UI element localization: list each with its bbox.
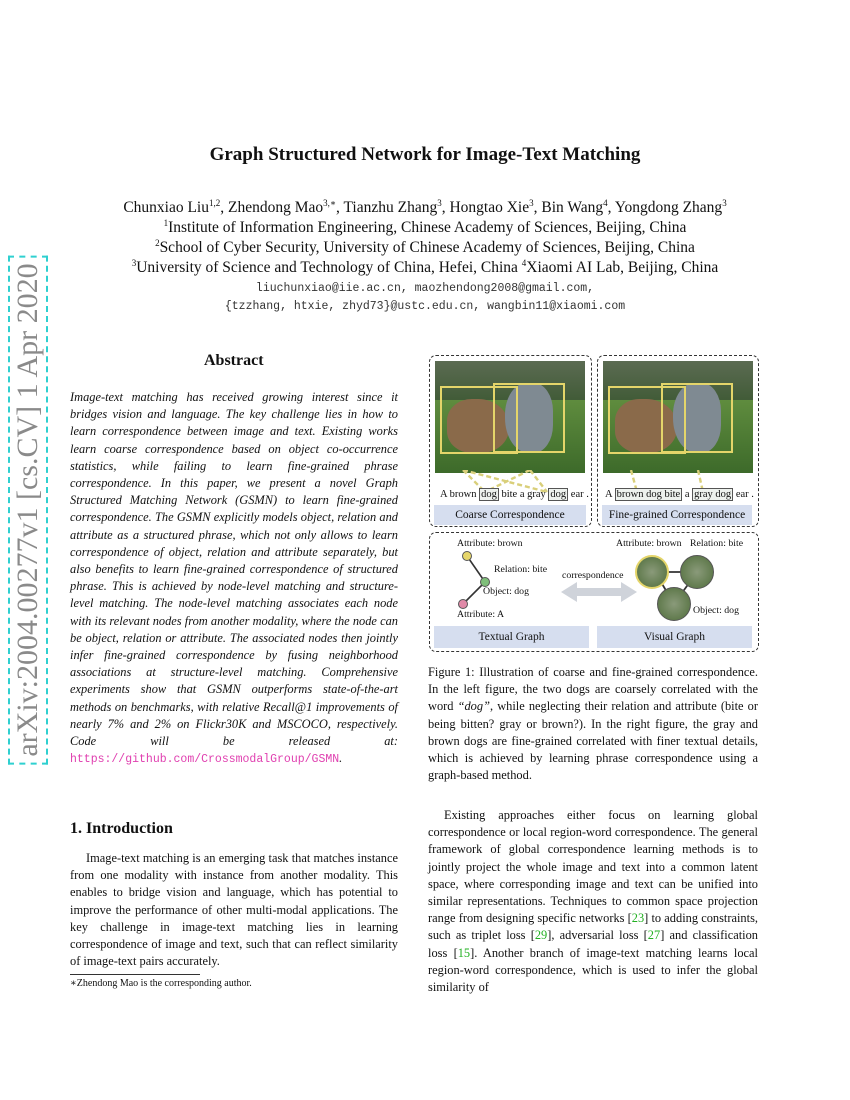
- correspondence-label: correspondence: [562, 570, 624, 581]
- text-node-object: Object: dog: [483, 586, 529, 597]
- author-sup: 3: [722, 198, 727, 208]
- affiliation-text: Institute of Information Engineering, Chinese Academy of Sciences, Beijing, China: [168, 219, 687, 237]
- citation-link[interactable]: 15: [457, 945, 471, 960]
- affiliation-text: Xiaomi AI Lab, Beijing, China: [526, 259, 719, 277]
- code-link[interactable]: https://github.com/CrossmodalGroup/GSMN: [70, 753, 340, 767]
- figure-caption: Figure 1: Illustration of coarse and fine-grained correspondence. In the left figure, the two dogs are coarsely correlated with the word “dog”, while neglecting their relation and attribute (bite or being bitten? gray or brown?). In the right figure, the gray and brown dogs are fine-grained correlated with finer textual details, which is achieved by learning phrase correspondence using a graph-based method.: [428, 665, 758, 783]
- author-name: Yongdong Zhang: [614, 199, 723, 217]
- text-node-attr-brown: Attribute: brown: [457, 538, 523, 549]
- visual-attr-brown-label: Attribute: brown: [616, 538, 682, 549]
- arxiv-stamp-text: arXiv:2004.00277v1 [cs.CV] 1 Apr 2020: [8, 255, 48, 764]
- paper-title: Graph Structured Network for Image-Text Matching: [209, 144, 641, 165]
- author-sup: 3: [437, 198, 442, 208]
- author-name: Hongtao Xie: [449, 199, 530, 217]
- author-sup: 3,∗: [323, 198, 337, 208]
- visual-object-label: Object: dog: [693, 605, 739, 616]
- affiliation-text: University of Science and Technology of China, Hefei, China: [136, 259, 522, 277]
- abstract-end: .: [339, 751, 343, 766]
- dogs-photo-left: [435, 361, 585, 473]
- author-sup: 3: [529, 198, 534, 208]
- coarse-label: Coarse Correspondence: [434, 505, 586, 525]
- right-column-body: Existing approaches either focus on learning global correspondence or local region-word correspondence. The general framework of global correspondence learning methods is to jointly project the whole image and text into a common latent space, where corresponding image and text can be unified into similar representations. Techniques to common space projection range from designing specific networks [23] to adding constraints, such as triplet loss [29], adversarial loss [27] and classification loss [15]. Another branch of image-text matching learns local region-word correspondence, which is used to infer the global similarity of: [428, 808, 758, 995]
- visual-graph-label: Visual Graph: [597, 626, 752, 648]
- author-name: Tianzhu Zhang: [343, 199, 438, 217]
- email-line-1: liuchunxiao@iie.ac.cn, maozhendong2008@gmail.com,: [255, 282, 595, 295]
- affiliation-sup: 2: [155, 238, 160, 248]
- affiliation-3-4: [12, 258, 838, 277]
- intro-body: Image-text matching is an emerging task that matches instance from one modality with instance from another modality. This enables to bridge vision and language, which has potential to improve the performance of other multi-modal applications. The key challenge in image-text matching lies in learning correspondence of image and text, such that can reflect similarity of image-text pairs accurately.: [70, 851, 398, 969]
- author-name: Chunxiao Liu: [123, 199, 209, 217]
- abstract-body: [70, 389, 398, 768]
- fine-label: Fine-grained Correspondence: [602, 505, 752, 525]
- textual-graph-label: Textual Graph: [434, 626, 589, 648]
- footnote-rule: [70, 974, 200, 975]
- fine-sentence: A brown dog bite a gray dog ear .: [605, 489, 754, 500]
- abstract-text: Image-text matching has received growing interest since it bridges vision and language. The key challenge lies in how to learn correspondence between image and text. Existing works learn coarse correspondence based on object co-occurrence statistics, while failing to learn fine-grained phrase correspondence. In this paper, we present a novel Graph Structured Matching Network (GSMN) to learn fine-grained correspondence. The GSMN explicitly models object, relation and attribute as a structured phrase, which not only allows to learn correspondence of object, relation and attribute separately, but also benefits to learn fine-grained correspondence of structured phrase. This is achieved by node-level matching and structure-level matching. The node-level matching associates each node with its relevant nodes from another modality, where the node can be object, relation or attribute. The associated nodes then jointly infer fine-grained correspondence by fusing neighborhood associations at structure-level matching. Comprehensive experiments show that GSMN outperforms state-of-the-art methods on benchmarks, with relative Recall@1 improvements of nearly 7% and 2% on Flickr30K and MSCOCO, respectively. Code will be released at:: [70, 390, 398, 749]
- affiliation-sup: 3: [131, 258, 137, 268]
- visual-relation-label: Relation: bite: [690, 538, 744, 549]
- text-node-attr-a: Attribute: A: [457, 609, 505, 620]
- affiliation-sup: 1: [163, 218, 169, 228]
- affiliation-1: [12, 218, 838, 237]
- author-name: Zhendong Mao: [228, 199, 324, 217]
- visual-node-brown: [635, 555, 669, 589]
- dogs-photo-right: [603, 361, 753, 473]
- visual-node-dog: [657, 587, 691, 621]
- intro-heading: 1. Introduction: [70, 820, 173, 837]
- author-sup: 4: [603, 198, 608, 208]
- footnote: ∗Zhendong Mao is the corresponding author.: [70, 978, 252, 989]
- coarse-sentence: A brown dog bite a gray dog ear .: [440, 489, 589, 500]
- arxiv-stamp: [8, 263, 48, 757]
- author-name: Bin Wang: [541, 199, 604, 217]
- visual-node-bite: [680, 555, 714, 589]
- author-list: Chunxiao Liu$^{1,2}$, Zhendong Mao$^{3,∗}$, Tianzhu Zhang$^3$, Hongtao Xie$^3$, Bin Wang$^4$, Yongdong Zhang$^3$: [123, 198, 727, 217]
- abstract-heading: Abstract: [204, 352, 264, 369]
- citation-link[interactable]: 29: [534, 928, 548, 943]
- text-node-relation: Relation: bite: [494, 564, 548, 575]
- affiliation-2: [12, 238, 838, 257]
- affiliation-sup: 4: [521, 258, 527, 268]
- citation-link[interactable]: 23: [631, 911, 645, 926]
- citation-link[interactable]: 27: [647, 928, 661, 943]
- affiliation-text: School of Cyber Security, University of Chinese Academy of Sciences, Beijing, China: [159, 239, 695, 257]
- email-line-2: {tzzhang, htxie, zhyd73}@ustc.edu.cn, wangbin11@xiaomi.com: [224, 300, 626, 313]
- author-sup: 1,2: [209, 198, 221, 208]
